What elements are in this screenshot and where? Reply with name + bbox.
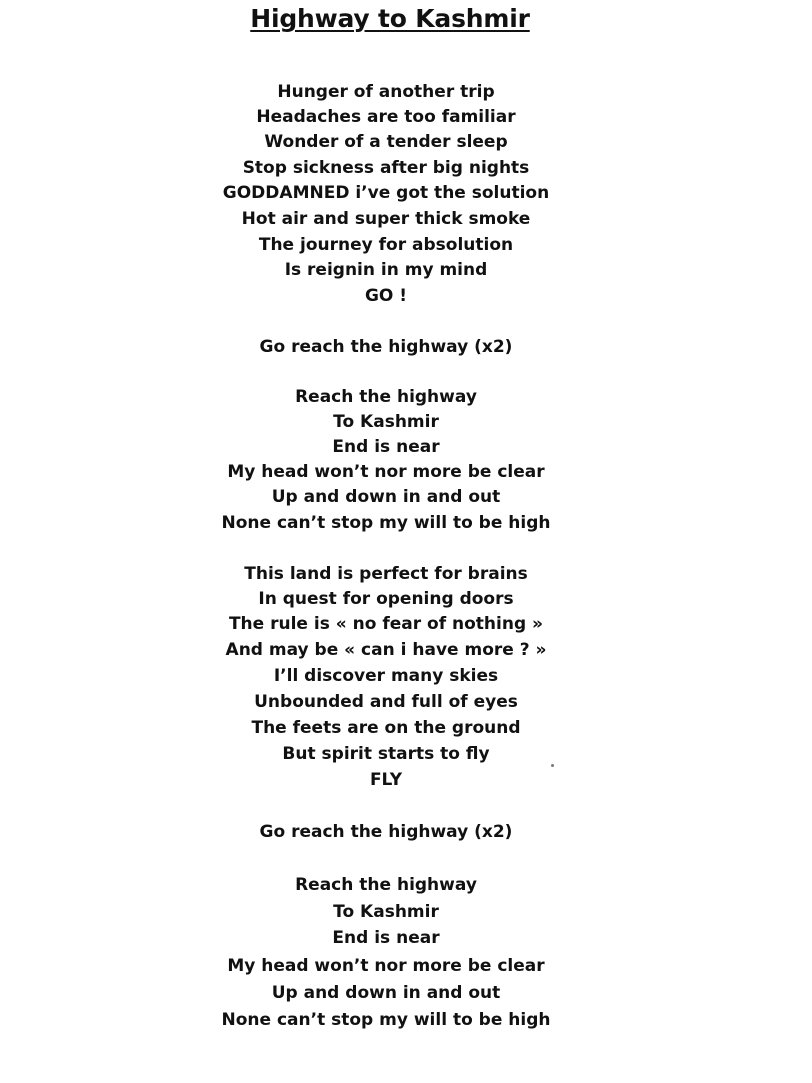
chorus1-line-5: Up and down in and out	[271, 487, 501, 507]
verse2-line-3: The rule is « no fear of nothing »	[228, 614, 544, 634]
verse1-line-3: Wonder of a tender sleep	[264, 132, 508, 152]
chorus2-line-2: To Kashmir	[333, 902, 439, 922]
verse1-line-9: GO !	[364, 286, 408, 306]
chorus2-line-4: My head won’t nor more be clear	[227, 956, 545, 976]
verse2-line-9: FLY	[369, 770, 403, 790]
paper-speck	[551, 764, 554, 767]
verse1-line-2: Headaches are too familiar	[256, 107, 516, 127]
chorus2-line-3: End is near	[332, 928, 440, 948]
chorus1-line-4: My head won’t nor more be clear	[227, 462, 545, 482]
verse2-line-2: In quest for opening doors	[258, 589, 514, 609]
chorus1-line-1: Reach the highway	[295, 387, 477, 407]
verse1-line-6: Hot air and super thick smoke	[241, 209, 531, 229]
verse2-line-8: But spirit starts to fly	[282, 744, 490, 764]
verse2-line-1: This land is perfect for brains	[244, 564, 528, 584]
verse2-line-4: And may be « can i have more ? »	[225, 640, 547, 660]
verse2-line-6: Unbounded and full of eyes	[254, 692, 518, 712]
chorus2-line-5: Up and down in and out	[271, 983, 501, 1003]
verse1-line-7: The journey for absolution	[258, 235, 514, 255]
chorus2-line-6: None can’t stop my will to be high	[221, 1010, 551, 1030]
chorus2-line-1: Reach the highway	[295, 875, 477, 895]
verse1-line-4: Stop sickness after big nights	[242, 158, 530, 178]
chorus1-line-2: To Kashmir	[333, 412, 439, 432]
chorus1-line-6: None can’t stop my will to be high	[221, 513, 551, 533]
verse2-line-7: The feets are on the ground	[251, 718, 521, 738]
verse1-line-1: Hunger of another trip	[277, 82, 495, 102]
chorus1-line-3: End is near	[332, 437, 440, 457]
song-title: Highway to Kashmir	[250, 4, 530, 33]
refrain-2: Go reach the highway (x2)	[259, 822, 513, 842]
verse1-line-8: Is reignin in my mind	[284, 260, 488, 280]
verse2-line-5: I’ll discover many skies	[273, 666, 499, 686]
refrain-1: Go reach the highway (x2)	[259, 337, 513, 357]
verse1-line-5: GODDAMNED i’ve got the solution	[222, 183, 550, 203]
